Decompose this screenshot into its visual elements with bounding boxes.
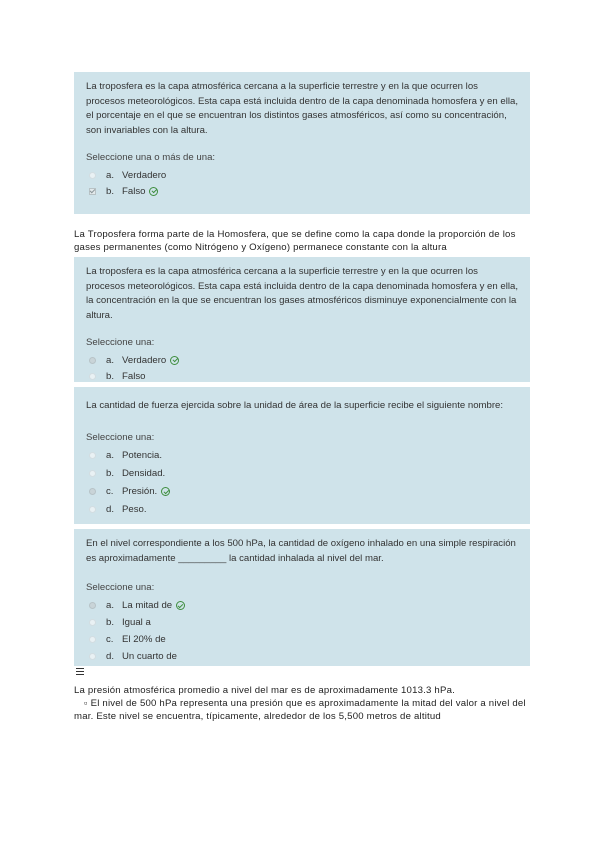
option-a[interactable]: a. Verdadero bbox=[86, 167, 518, 183]
option-c-radio[interactable] bbox=[89, 488, 96, 495]
question-1 bbox=[74, 72, 530, 214]
option-a[interactable]: a. Verdadero bbox=[86, 352, 518, 368]
option-a-radio[interactable] bbox=[89, 452, 96, 459]
option-d-radio[interactable] bbox=[89, 653, 96, 660]
option-c[interactable]: c. Presión. bbox=[86, 483, 518, 501]
select-prompt: Seleccione una: bbox=[86, 582, 155, 593]
question-text: En el nivel correspondiente a los 500 hPa, la cantidad de oxígeno inhalado en una simple respiración es aproximadamente _________ la cantidad inhalada al nivel del mar. bbox=[86, 538, 516, 564]
list-icon bbox=[76, 668, 84, 676]
option-b[interactable]: b. Falso bbox=[86, 368, 518, 384]
option-b-radio[interactable] bbox=[89, 619, 96, 626]
option-d[interactable]: d. Un cuarto de bbox=[86, 648, 518, 665]
correct-check-icon bbox=[170, 356, 179, 365]
option-b[interactable]: b. Densidad. bbox=[86, 465, 518, 483]
option-a[interactable]: a. Potencia. bbox=[86, 447, 518, 465]
explanation-note-1: La Troposfera forma parte de la Homosfera, que se define como la capa donde la proporción de los gases permanentes (como Nitrógeno y Oxígeno) permanece constante con la altura bbox=[74, 229, 516, 253]
option-c-radio[interactable] bbox=[89, 636, 96, 643]
option-b[interactable]: b. Falso bbox=[86, 183, 518, 199]
explanation-note-2: La presión atmosférica promedio a nivel del mar es de aproximadamente 1013.3 hPa. bbox=[74, 685, 455, 696]
question-2 bbox=[74, 257, 530, 382]
option-b[interactable]: b. Igual a bbox=[86, 614, 518, 631]
option-d-radio[interactable] bbox=[89, 506, 96, 513]
option-a-checkbox[interactable] bbox=[89, 172, 96, 179]
option-b-checkbox[interactable] bbox=[89, 188, 96, 195]
select-prompt: Seleccione una: bbox=[86, 431, 155, 443]
select-prompt: Seleccione una: bbox=[86, 337, 155, 348]
option-c[interactable]: c. El 20% de bbox=[86, 631, 518, 648]
option-a[interactable]: a. La mitad de bbox=[86, 597, 518, 614]
correct-check-icon bbox=[149, 187, 158, 196]
correct-check-icon bbox=[161, 487, 170, 496]
question-3 bbox=[74, 387, 530, 524]
question-text: La cantidad de fuerza ejercida sobre la unidad de área de la superficie recibe el siguiente nombre: bbox=[86, 400, 504, 411]
select-prompt: Seleccione una o más de una: bbox=[86, 152, 216, 163]
question-text: La troposfera es la capa atmosférica cercana a la superficie terrestre y en la que ocurren los procesos meteorológicos. Esta capa está incluida dentro de la capa denominada homosfera y en ella, el porcentaje en el que se encuentran los distintos gases atmosféricos, así como su concentración, son invariables con la altura. bbox=[86, 81, 518, 136]
option-b-radio[interactable] bbox=[89, 373, 96, 380]
question-text: La troposfera es la capa atmosférica cercana a la superficie terrestre y en la que ocurren los procesos meteorológicos. Esta capa está incluida dentro de la capa denominada homosfera y en ella, la concentración en la que se encuentran los gases atmosféricos disminuye exponencialmente con la altura. bbox=[86, 266, 518, 321]
option-b-radio[interactable] bbox=[89, 470, 96, 477]
option-a-radio[interactable] bbox=[89, 357, 96, 364]
option-a-radio[interactable] bbox=[89, 602, 96, 609]
question-4 bbox=[74, 529, 530, 666]
correct-check-icon bbox=[176, 601, 185, 610]
option-d[interactable]: d. Peso. bbox=[86, 501, 518, 519]
bullet-icon: ▫ bbox=[84, 698, 88, 709]
explanation-note-3: ▫ El nivel de 500 hPa representa una presión que es aproximadamente la mitad del valor a nivel del mar. Este nivel se encuentra, típicamente, alrededor de los 5,500 metros de altitud bbox=[74, 698, 526, 722]
